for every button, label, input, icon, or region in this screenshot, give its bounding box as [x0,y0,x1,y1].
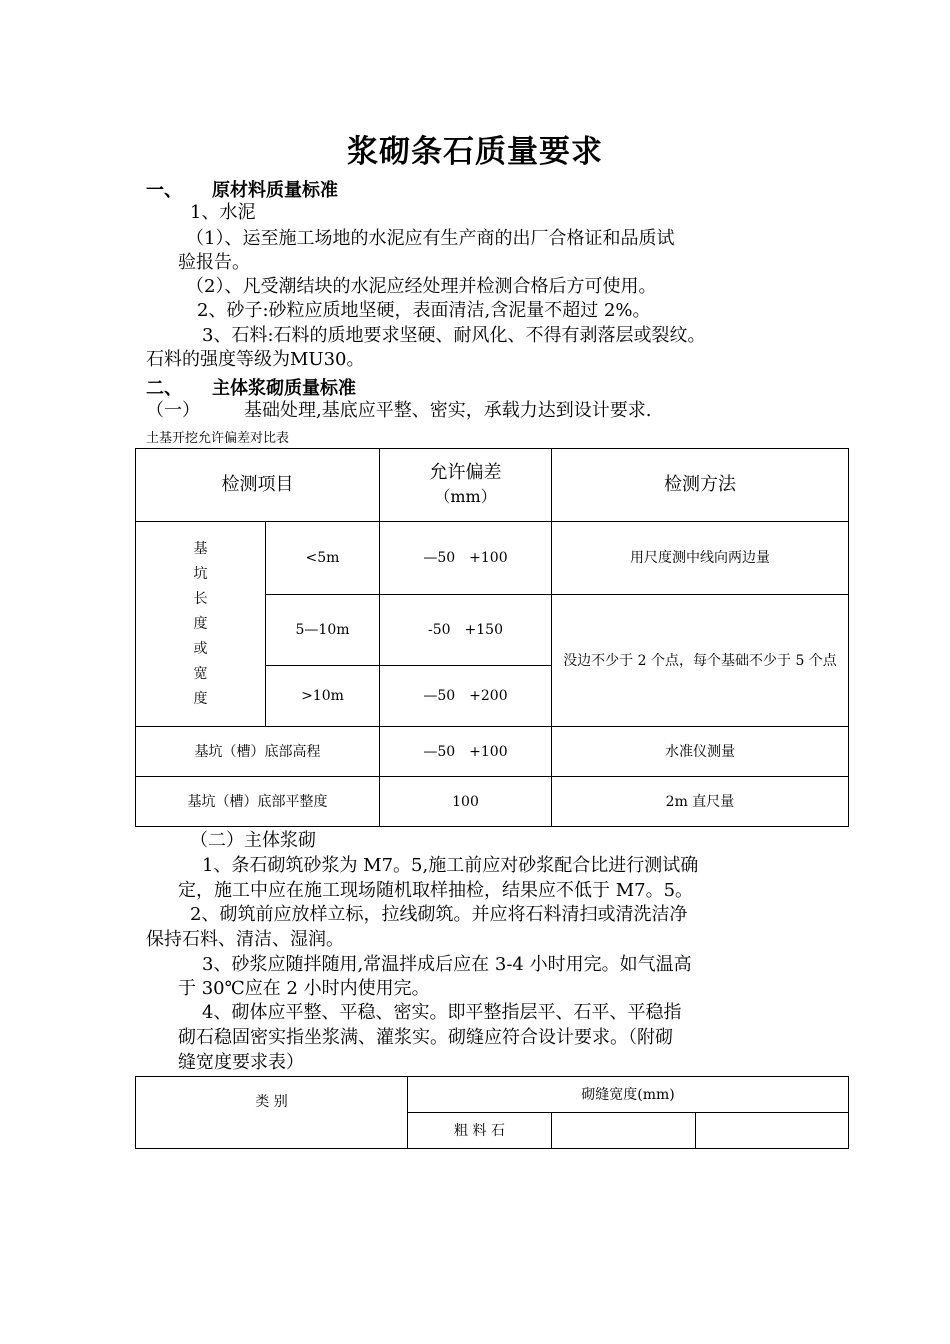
empty-cell [696,1113,849,1149]
section-2-number: 二、 [146,378,182,399]
masonry-paragraph-1a: 1、条石砌筑砂浆为 M7。5,施工前应对砂浆配合比进行测试确 [202,855,699,876]
section-1-heading: 原材料质量标准 [212,180,338,201]
masonry-paragraph-4b: 砌石稳固密实指坐浆满、灌浆实。砌缝应符合设计要求。（附砌 [178,1027,673,1048]
group-label-char: 长 [193,590,208,607]
cement-paragraph-2: （2）、凡受潮结块的水泥应经处理并检测合格后方可使用。 [186,276,657,297]
section-2-heading: 主体浆砌质量标准 [212,378,356,399]
cement-paragraph-1a: （1）、运至施工场地的水泥应有生产商的出厂合格证和品质试 [186,228,675,249]
joint-width-table [135,1076,849,1149]
group-label-char: 基 [193,540,208,557]
masonry-paragraph-3b: 于 30℃应在 2 小时内使用完。 [178,978,430,999]
subsection-1-number: （一） [146,400,200,421]
masonry-paragraph-4c: 缝宽度要求表） [178,1052,304,1073]
row-sub-item: 5—10m [266,595,380,666]
empty-cell [552,1113,696,1149]
row-tolerance: -50 +150 [380,595,552,666]
header-method: 检测方法 [552,449,849,522]
row-sub-item: <5m [266,522,380,595]
group-label-pit-size [136,522,266,727]
row-item-elevation: 基坑（槽）底部高程 [136,727,380,777]
row-method: 水准仪测量 [552,727,849,777]
subsection-2-heading: （二）主体浆砌 [190,830,316,851]
group-label-char: 坑 [193,565,208,582]
masonry-paragraph-2b: 保持石料、清洁、湿润。 [146,929,344,950]
coarse-stone-header: 粗 料 石 [408,1113,552,1149]
table-caption: 土基开挖允许偏差对比表 [146,431,290,446]
table-row [136,777,849,827]
row-tolerance: 100 [380,777,552,827]
cement-paragraph-1b: 验报告。 [178,252,250,273]
row-method: 用尺度测中线向两边量 [552,522,849,595]
group-label-char: 度 [193,690,208,707]
row-tolerance: —50 +200 [380,666,552,727]
category-header: 类 别 [136,1077,408,1149]
group-label-char: 度 [193,615,208,632]
row-tolerance: —50 +100 [380,727,552,777]
table-row [136,522,849,595]
table-row [136,727,849,777]
header-tolerance-line2: （mm） [434,487,497,506]
row-item-flatness: 基坑（槽）底部平整度 [136,777,380,827]
section-1-number: 一、 [146,180,182,201]
header-tolerance-line1: 允许偏差 [429,462,502,483]
table-header-row [136,1077,849,1113]
header-item: 检测项目 [136,449,380,522]
row-tolerance: —50 +100 [380,522,552,595]
excavation-tolerance-table [135,448,849,827]
row-sub-item: >10m [266,666,380,727]
masonry-paragraph-3a: 3、砂浆应随拌随用,常温拌成后应在 3-4 小时用完。如气温高 [202,954,692,975]
masonry-paragraph-1b: 定，施工中应在施工现场随机取样抽检，结果应不低于 M7。5。 [178,880,694,901]
cement-label: 1、水泥 [190,202,256,223]
sand-paragraph: 2、砂子:砂粒应质地坚硬，表面清洁,含泥量不超过 2%。 [197,300,651,321]
table-header-row [136,449,849,522]
subsection-1-text: 基础处理,基底应平整、密实，承载力达到设计要求. [244,400,652,421]
masonry-paragraph-4a: 4、砌体应平整、平稳、密实。即平整指层平、石平、平稳指 [202,1002,682,1023]
group-label-char: 宽 [193,665,208,682]
group-label-char: 或 [193,640,208,657]
stone-paragraph-a: 3、石料:石料的质地要求坚硬、耐风化、不得有剥落层或裂纹。 [202,325,706,346]
stone-paragraph-b: 石料的强度等级为MU30。 [146,349,365,370]
page-title: 浆砌条石质量要求 [347,134,603,170]
joint-width-header: 砌缝宽度(mm) [408,1077,849,1113]
row-method: 没边不少于 2 个点，每个基础不少于 5 个点 [552,595,849,727]
row-method: 2m 直尺量 [552,777,849,827]
masonry-paragraph-2a: 2、砌筑前应放样立标，拉线砌筑。并应将石料清扫或清洗洁净 [190,904,688,925]
header-tolerance [380,449,552,522]
